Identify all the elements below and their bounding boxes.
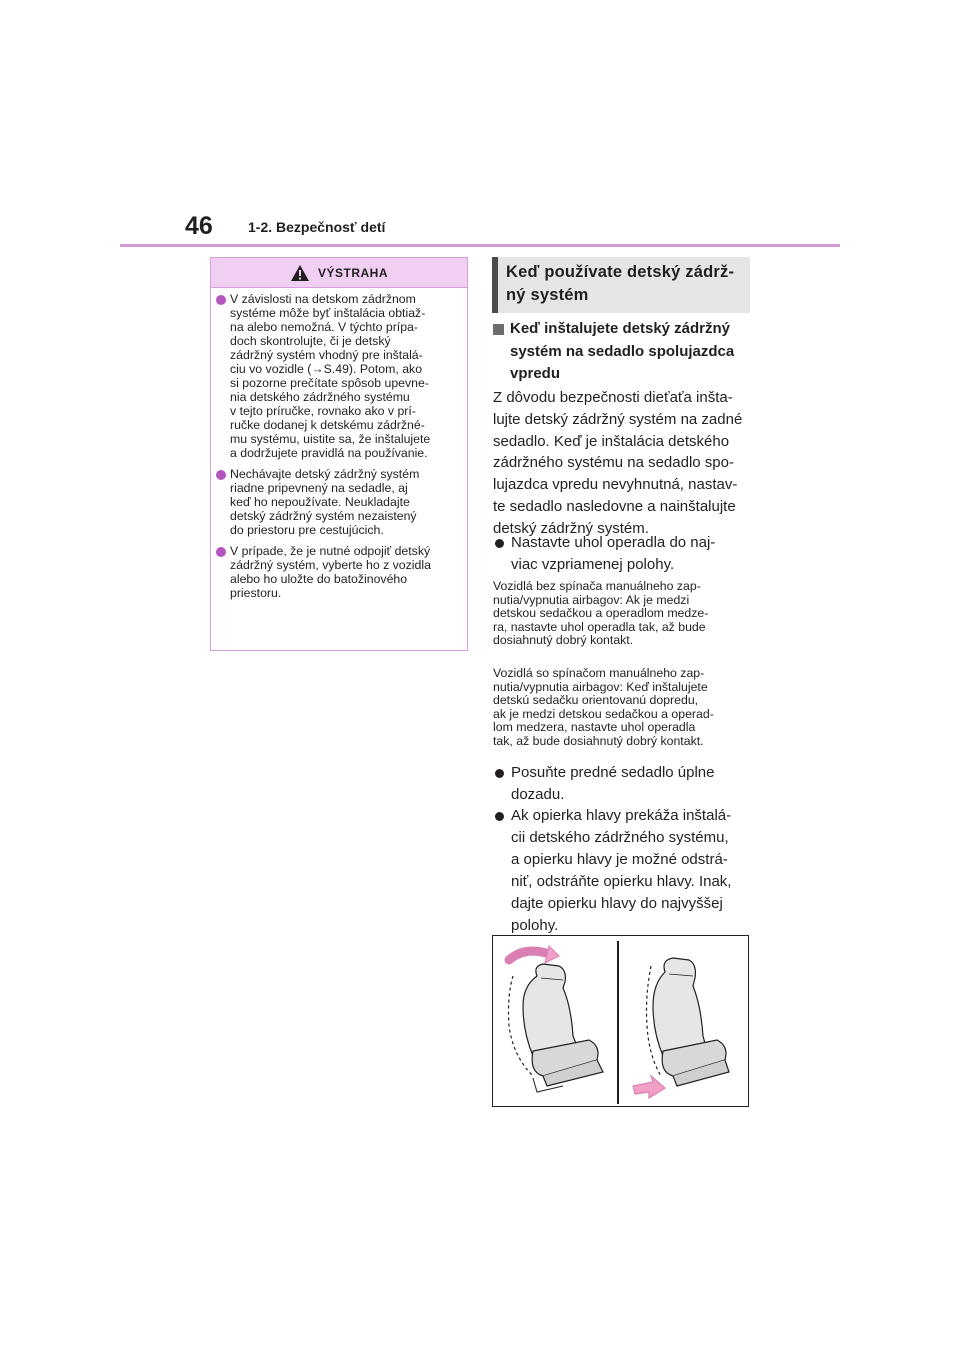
step-item	[493, 532, 755, 576]
bullet-dot	[216, 547, 226, 557]
step-text: Posuňte predné sedadlo úplne dozadu.	[511, 764, 715, 803]
step-text: Nastavte uhol operadla do naj- viac vzpriamenej polohy.	[511, 534, 716, 573]
square-bullet	[493, 324, 504, 335]
warning-item-text: Nechávajte detský zádržný systém riadne pripevnený na sedadle, aj keď ho nepoužívate. Neukladajte detský zádržný systém nezaistený do priestoru pre cestujúcich.	[230, 467, 420, 537]
round-bullet	[495, 539, 504, 548]
topic-box	[492, 257, 750, 313]
warning-triangle-icon	[290, 264, 310, 282]
warning-item-text: V závislosti na detskom zádržnom systéme môže byť inštalácia obtiaž- na alebo nemožná. V týchto prípa- doch skontrolujte, či je detský zádržný systém vhodný pre inštalá- ciu vo vozidle (→S.49). Potom, ako si pozorne prečítate spôsob upevne- nia detského zádržného systému v tejto príručke, rovnako ako v prí- ručke dodanej k detskému zádržné- mu systému, uistite sa, že inštalujete a dodržujete pravidlá na používanie.	[230, 292, 431, 460]
topic-title: Keď používate detský zádrž- ný systém	[506, 263, 735, 304]
warning-item	[214, 544, 461, 600]
warning-item	[214, 467, 461, 537]
intro-paragraph: Z dôvodu bezpečnosti dieťaťa inšta- lujte detský zádržný systém na zadné sedadlo. Keď je inštalácia detského zádržného systému na sedadlo spo- lujazdca vpredu nevyhnutná, nastav- te sedadlo nasledovne a nainštalujte detský zádržný systém.	[493, 389, 743, 537]
seat-illustration	[492, 935, 749, 1107]
header-rule	[120, 244, 840, 247]
round-bullet	[495, 812, 504, 821]
warning-items	[211, 288, 467, 600]
seat-recline-illustration	[493, 936, 617, 1106]
warning-item-text: V prípade, že je nutné odpojiť detský zádržný systém, vyberte ho z vozidla alebo ho uložte do batožinového priestoru.	[230, 544, 431, 600]
subheading-text: Keď inštalujete detský zádržný systém na sedadlo spolujazdca vpredu	[510, 320, 735, 382]
seat-slide-illustration	[621, 936, 745, 1106]
warning-title: VÝSTRAHA	[317, 265, 388, 280]
bullet-dot	[216, 470, 226, 480]
subheading	[493, 318, 755, 386]
step-text: Ak opierka hlavy prekáža inštalá- cii detského zádržného systému, a opierku hlavy je možné odstrá- niť, odstráňte opierku hlavy. Inak, dajte opierku hlavy do najvyššej polohy.	[511, 807, 732, 934]
warning-item	[214, 292, 461, 460]
note-paragraph: Vozidlá so spínačom manuálneho zap- nutia/vypnutia airbagov: Keď inštalujete detskú sedačku orientovanú dopredu, ak je medzi detskou sedačkou a operad- lom medzera, nastavte uhol operadla tak, až bude dosiahnutý dobrý kontakt.	[493, 666, 714, 748]
bullet-dot	[216, 295, 226, 305]
note-paragraph: Vozidlá bez spínača manuálneho zap- nutia/vypnutia airbagov: Ak je medzi detskou sedačkou a operadlom medze- ra, nastavte uhol operadla tak, až bude dosiahnutý dobrý kontakt.	[493, 579, 709, 647]
figure-divider	[617, 941, 619, 1104]
warning-title-bar	[211, 258, 467, 288]
page-number: 46	[185, 212, 213, 240]
step-item	[493, 805, 755, 937]
section-header: 1-2. Bezpečnosť detí	[248, 219, 386, 235]
warning-box	[210, 257, 468, 651]
step-item	[493, 762, 755, 806]
round-bullet	[495, 769, 504, 778]
